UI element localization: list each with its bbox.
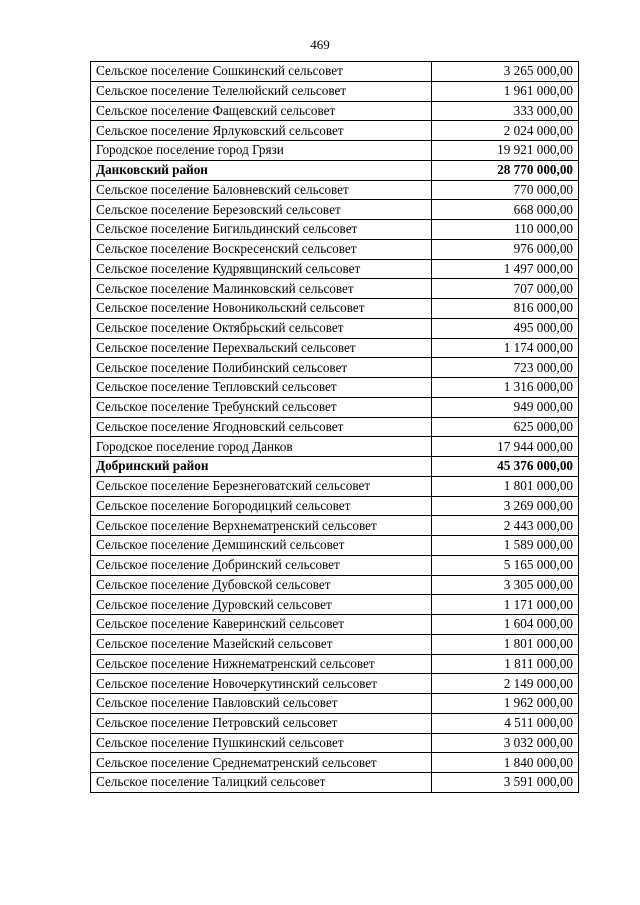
settlement-row xyxy=(91,62,579,82)
district-amount: 28 770 000,00 xyxy=(432,160,579,180)
settlement-amount: 495 000,00 xyxy=(432,318,579,338)
settlement-name: Сельское поселение Воскресенский сельсовет xyxy=(91,239,432,259)
settlement-name: Сельское поселение Талицкий сельсовет xyxy=(91,773,432,793)
settlement-row xyxy=(91,733,579,753)
settlement-row xyxy=(91,417,579,437)
settlement-amount: 1 171 000,00 xyxy=(432,595,579,615)
settlement-row xyxy=(91,279,579,299)
settlement-amount: 2 443 000,00 xyxy=(432,516,579,536)
district-name: Данковский район xyxy=(91,160,432,180)
settlement-amount: 1 962 000,00 xyxy=(432,694,579,714)
settlement-name: Сельское поселение Дуровский сельсовет xyxy=(91,595,432,615)
settlement-name: Сельское поселение Березовский сельсовет xyxy=(91,200,432,220)
settlement-row xyxy=(91,773,579,793)
district-name: Добринский район xyxy=(91,457,432,477)
settlement-amount: 110 000,00 xyxy=(432,220,579,240)
settlement-row xyxy=(91,81,579,101)
settlement-row xyxy=(91,476,579,496)
settlement-amount: 1 497 000,00 xyxy=(432,259,579,279)
settlement-amount: 1 801 000,00 xyxy=(432,634,579,654)
page-number: 469 xyxy=(310,37,330,52)
settlement-row xyxy=(91,378,579,398)
settlement-name: Сельское поселение Октябрьский сельсовет xyxy=(91,318,432,338)
settlement-amount: 723 000,00 xyxy=(432,358,579,378)
settlement-row xyxy=(91,397,579,417)
settlement-amount: 1 801 000,00 xyxy=(432,476,579,496)
settlement-amount: 3 265 000,00 xyxy=(432,62,579,82)
settlement-row xyxy=(91,141,579,161)
settlement-row xyxy=(91,575,579,595)
allocation-table-body xyxy=(91,62,579,793)
settlement-row xyxy=(91,555,579,575)
settlement-row xyxy=(91,239,579,259)
settlement-row xyxy=(91,318,579,338)
settlement-name: Сельское поселение Ярлуковский сельсовет xyxy=(91,121,432,141)
settlement-name: Сельское поселение Нижнематренский сельсовет xyxy=(91,654,432,674)
settlement-name: Сельское поселение Телелюйский сельсовет xyxy=(91,81,432,101)
settlement-row xyxy=(91,437,579,457)
settlement-name: Сельское поселение Малинковский сельсовет xyxy=(91,279,432,299)
settlement-row xyxy=(91,259,579,279)
settlement-name: Сельское поселение Новоникольский сельсовет xyxy=(91,299,432,319)
allocation-table xyxy=(90,61,579,793)
settlement-row xyxy=(91,358,579,378)
settlement-name: Городское поселение город Грязи xyxy=(91,141,432,161)
settlement-amount: 17 944 000,00 xyxy=(432,437,579,457)
settlement-name: Городское поселение город Данков xyxy=(91,437,432,457)
settlement-amount: 707 000,00 xyxy=(432,279,579,299)
district-total-row xyxy=(91,160,579,180)
settlement-amount: 3 032 000,00 xyxy=(432,733,579,753)
settlement-name: Сельское поселение Перехвальский сельсовет xyxy=(91,338,432,358)
settlement-name: Сельское поселение Верхнематренский сельсовет xyxy=(91,516,432,536)
settlement-name: Сельское поселение Среднематренский сельсовет xyxy=(91,753,432,773)
settlement-amount: 3 305 000,00 xyxy=(432,575,579,595)
settlement-name: Сельское поселение Дубовской сельсовет xyxy=(91,575,432,595)
settlement-amount: 2 149 000,00 xyxy=(432,674,579,694)
settlement-amount: 5 165 000,00 xyxy=(432,555,579,575)
settlement-row xyxy=(91,654,579,674)
settlement-name: Сельское поселение Бигильдинский сельсовет xyxy=(91,220,432,240)
settlement-row xyxy=(91,496,579,516)
settlement-name: Сельское поселение Пушкинский сельсовет xyxy=(91,733,432,753)
settlement-amount: 1 604 000,00 xyxy=(432,615,579,635)
settlement-amount: 1 174 000,00 xyxy=(432,338,579,358)
settlement-row xyxy=(91,694,579,714)
settlement-row xyxy=(91,753,579,773)
settlement-name: Сельское поселение Фащевский сельсовет xyxy=(91,101,432,121)
settlement-amount: 2 024 000,00 xyxy=(432,121,579,141)
settlement-amount: 4 511 000,00 xyxy=(432,713,579,733)
settlement-amount: 625 000,00 xyxy=(432,417,579,437)
settlement-amount: 1 316 000,00 xyxy=(432,378,579,398)
settlement-row xyxy=(91,615,579,635)
settlement-row xyxy=(91,713,579,733)
settlement-name: Сельское поселение Полибинский сельсовет xyxy=(91,358,432,378)
settlement-name: Сельское поселение Богородицкий сельсовет xyxy=(91,496,432,516)
settlement-amount: 1 961 000,00 xyxy=(432,81,579,101)
settlement-row xyxy=(91,536,579,556)
settlement-amount: 1 840 000,00 xyxy=(432,753,579,773)
settlement-name: Сельское поселение Павловский сельсовет xyxy=(91,694,432,714)
settlement-name: Сельское поселение Кудрявщинский сельсовет xyxy=(91,259,432,279)
settlement-amount: 976 000,00 xyxy=(432,239,579,259)
settlement-amount: 19 921 000,00 xyxy=(432,141,579,161)
settlement-name: Сельское поселение Добринский сельсовет xyxy=(91,555,432,575)
settlement-amount: 816 000,00 xyxy=(432,299,579,319)
settlement-name: Сельское поселение Каверинский сельсовет xyxy=(91,615,432,635)
settlement-row xyxy=(91,101,579,121)
settlement-name: Сельское поселение Тепловский сельсовет xyxy=(91,378,432,398)
settlement-name: Сельское поселение Требунский сельсовет xyxy=(91,397,432,417)
settlement-amount: 3 591 000,00 xyxy=(432,773,579,793)
settlement-row xyxy=(91,299,579,319)
settlement-amount: 949 000,00 xyxy=(432,397,579,417)
settlement-row xyxy=(91,220,579,240)
settlement-name: Сельское поселение Баловневский сельсовет xyxy=(91,180,432,200)
settlement-row xyxy=(91,200,579,220)
district-total-row xyxy=(91,457,579,477)
settlement-row xyxy=(91,634,579,654)
settlement-row xyxy=(91,595,579,615)
settlement-name: Сельское поселение Петровский сельсовет xyxy=(91,713,432,733)
settlement-name: Сельское поселение Сошкинский сельсовет xyxy=(91,62,432,82)
settlement-name: Сельское поселение Березнеговатский сельсовет xyxy=(91,476,432,496)
settlement-row xyxy=(91,180,579,200)
settlement-name: Сельское поселение Новочеркутинский сельсовет xyxy=(91,674,432,694)
settlement-amount: 1 589 000,00 xyxy=(432,536,579,556)
settlement-amount: 1 811 000,00 xyxy=(432,654,579,674)
settlement-amount: 3 269 000,00 xyxy=(432,496,579,516)
settlement-amount: 770 000,00 xyxy=(432,180,579,200)
district-amount: 45 376 000,00 xyxy=(432,457,579,477)
settlement-amount: 668 000,00 xyxy=(432,200,579,220)
settlement-row xyxy=(91,674,579,694)
settlement-row xyxy=(91,338,579,358)
settlement-amount: 333 000,00 xyxy=(432,101,579,121)
settlement-name: Сельское поселение Мазейский сельсовет xyxy=(91,634,432,654)
settlement-name: Сельское поселение Демшинский сельсовет xyxy=(91,536,432,556)
settlement-row xyxy=(91,121,579,141)
settlement-name: Сельское поселение Ягодновский сельсовет xyxy=(91,417,432,437)
settlement-row xyxy=(91,516,579,536)
